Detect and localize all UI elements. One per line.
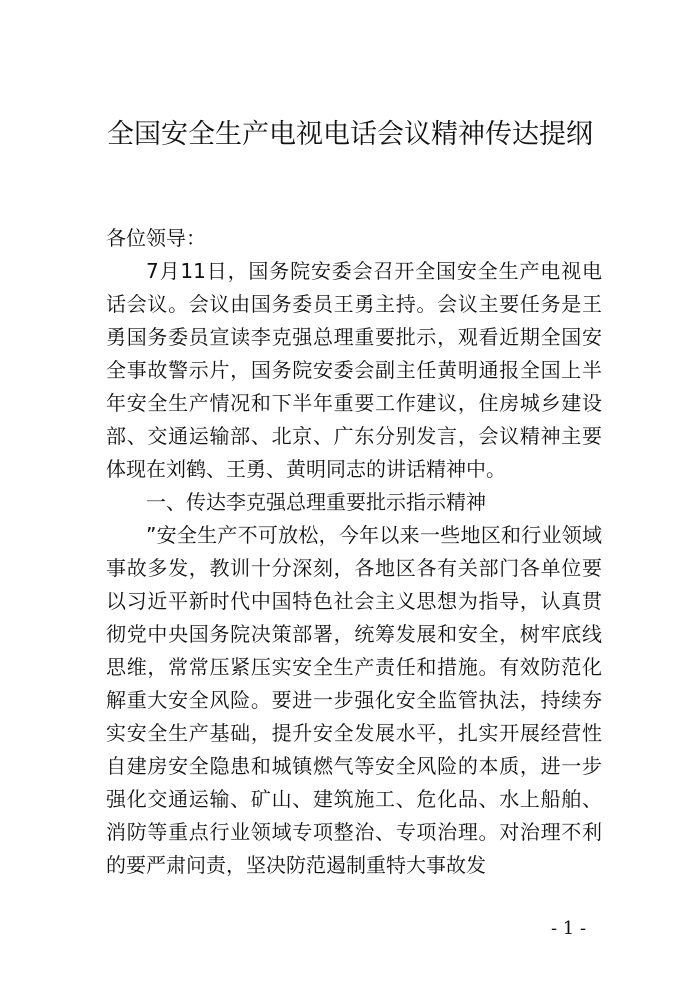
document-title: 全国安全生产电视电话会议精神传达提纲	[107, 119, 593, 150]
section-heading-1: 一、传达李克强总理重要批示指示精神	[146, 490, 486, 514]
paragraph-meeting-summary: 7月11日，国务院安委会召开全国安全生产电视电话会议。会议由国务委员王勇主持。会议主要任务是王勇国务委员宣读李克强总理重要批示，观看近期全国安全事故警示片，国务院安委会副主任黄明通报全国上半年安全生产情况和下半年重要工作建议，住房城乡建设部、交通运输部、北京、广东分别发言，会议精神主要体现在刘鹤、王勇、黄明同志的讲话精神中。	[106, 259, 602, 481]
page-number: - 1 -	[551, 918, 587, 939]
document-body	[106, 222, 602, 882]
salutation: 各位领导：	[106, 226, 206, 250]
paragraph-premier-instruction: ”安全生产不可放松，今年以来一些地区和行业领域事故多发，教训十分深刻，各地区各有关部门各单位要以习近平新时代中国特色社会主义思想为指导，认真贯彻党中央国务院决策部署，统筹发展和安全，树牢底线思维，常常压紧压实安全生产责任和措施。有效防范化解重大安全风险。要进一步强化安全监管执法，持续夯实安全生产基础，提升安全发展水平，扎实开展经营性自建房安全隐患和城镇燃气等安全风险的本质，进一步强化交通运输、矿山、建筑施工、危化品、水上船舶、消防等重点行业领域专项整治、专项治理。对治理不利的要严肃问责，坚决防范遏制重特大事故发	[106, 523, 602, 877]
